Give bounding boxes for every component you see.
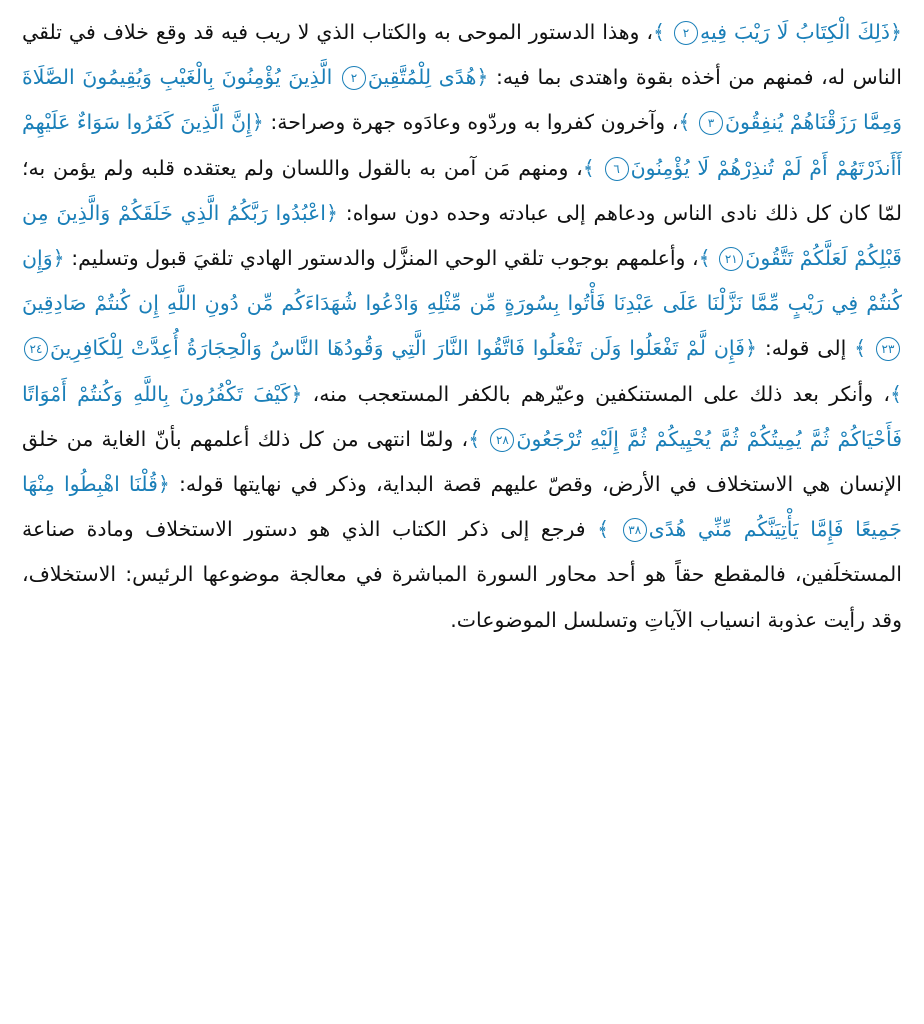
verse-number: ٦ bbox=[605, 157, 629, 181]
verse-number: ٢١ bbox=[719, 247, 743, 271]
verse-bracket: ﴿ bbox=[52, 246, 65, 271]
quran-verse: ذَلِكَ الْكِتَابُ لَا رَيْبَ فِيهِ bbox=[700, 20, 890, 44]
verse-bracket: ﴿ bbox=[476, 65, 489, 90]
verse-bracket: ﴿ bbox=[157, 472, 170, 497]
prose-text: ، ولمّا انتهى من كل ذلك أعلمهم بأنّ الغاية من خلق الإنسان هي الاستخلاف في الأرض، وقصّ عليهم قصة البداية، وذكر في نهايتها قوله: bbox=[22, 426, 902, 497]
verse-number: ٢٣ bbox=[876, 337, 900, 361]
quran-verse: إِنَّ الَّذِينَ كَفَرُوا سَوَاءٌ عَلَيْهِمْ أَأَنذَرْتَهُمْ أَمْ لَمْ تُنذِرْهُمْ لَا يُؤْمِنُونَ bbox=[22, 110, 902, 180]
verse-bracket: ﴾ bbox=[854, 336, 867, 361]
verse-number: ٢٨ bbox=[490, 428, 514, 452]
prose-text: ، وآخرون كفروا به وردّوه وعادَوه جهرة وصراحة: bbox=[263, 110, 679, 135]
quran-verse: هُدًى لِلْمُتَّقِينَ bbox=[367, 65, 477, 90]
verse-number: ٣٨ bbox=[623, 518, 647, 542]
verse-bracket: ﴿ bbox=[251, 110, 264, 135]
quran-verse: كَيْفَ تَكْفُرُونَ بِاللَّهِ وَكُنتُمْ أَمْوَاتًا فَأَحْيَاكُمْ ثُمَّ يُمِيتُكُمْ ثُمَّ يُحْيِيكُمْ ثُمَّ إِلَيْهِ تُرْجَعُونَ bbox=[22, 381, 902, 451]
verse-number: ٢ bbox=[674, 21, 698, 45]
body-paragraph bbox=[22, 10, 902, 643]
verse-bracket: ﴾ bbox=[889, 381, 902, 406]
prose-text: ، وأعلمهم بوجوب تلقي الوحي المنزَّل والدستور الهادي تلقيَ قبول وتسليم: bbox=[64, 246, 699, 271]
verse-bracket: ﴾ bbox=[653, 20, 666, 44]
prose-text: ، ومنهم مَن آمن به بالقول واللسان ولم يعتقده قلبه ولم يؤمن به؛ لمّا كان كل ذلك نادى الناس ودعاهم إلى عبادته وحده دون سواه: bbox=[22, 155, 902, 225]
verse-number: ٢٤ bbox=[24, 337, 48, 361]
verse-bracket: ﴾ bbox=[597, 517, 610, 542]
quran-verse: اعْبُدُوا رَبَّكُمُ الَّذِي خَلَقَكُمْ وَالَّذِينَ مِن قَبْلِكُمْ لَعَلَّكُمْ تَتَّقُونَ bbox=[22, 200, 902, 271]
verse-bracket: ﴿ bbox=[325, 200, 338, 225]
verse-bracket: ﴾ bbox=[698, 246, 711, 271]
prose-text: فرجع إلى ذكر الكتاب الذي هو دستور الاستخلاف ومادة صناعة المستخلَفين، فالمقطع حقاً هو أحد محاور السورة المباشرة في معالجة موضوعها الرئيس: الاستخلاف، وقد رأيت عذوبة انسياب الآياتِ وتسلسل الموضوعات. bbox=[22, 517, 902, 632]
prose-text: إلى قوله: bbox=[757, 336, 855, 361]
quran-verse: فَإِن لَّمْ تَفْعَلُوا وَلَن تَفْعَلُوا فَاتَّقُوا النَّارَ الَّتِي وَقُودُهَا النَّاسُ وَالْحِجَارَةُ أُعِدَّتْ لِلْكَافِرِينَ bbox=[50, 336, 745, 361]
verse-bracket: ﴿ bbox=[889, 20, 902, 44]
quran-verse: وَإِن كُنتُمْ فِي رَيْبٍ مِّمَّا نَزَّلْنَا عَلَى عَبْدِنَا فَأْتُوا بِسُورَةٍ مِّن مِّثْلِهِ وَادْعُوا شُهَدَاءَكُم مِّن دُونِ اللَّهِ إِن كُنتُمْ صَادِقِينَ bbox=[22, 246, 902, 316]
verse-number: ٢ bbox=[342, 66, 366, 90]
verse-bracket: ﴿ bbox=[290, 381, 303, 406]
quran-verse: الَّذِينَ يُؤْمِنُونَ بِالْغَيْبِ وَيُقِيمُونَ الصَّلَاةَ وَمِمَّا رَزَقْنَاهُمْ يُنفِقُونَ bbox=[22, 65, 902, 135]
verse-bracket: ﴾ bbox=[582, 155, 595, 180]
quran-verse: قُلْنَا اهْبِطُوا مِنْهَا جَمِيعًا فَإِمَّا يَأْتِيَنَّكُم مِّنِّي هُدًى bbox=[22, 472, 902, 542]
verse-number: ٣ bbox=[699, 111, 723, 135]
verse-bracket: ﴿ bbox=[744, 336, 757, 361]
verse-bracket: ﴾ bbox=[468, 426, 481, 451]
verse-bracket: ﴾ bbox=[678, 110, 691, 135]
prose-text: ، وأنكر بعد ذلك على المستنكفين وعيّرهم بالكفر المستعجب منه، bbox=[302, 381, 890, 406]
prose-text: ، وهذا الدستور الموحى به والكتاب الذي لا ريب فيه قد وقع خلاف في تلقي الناس له، فمنهم من أخذه بقوة واهتدى بما فيه: bbox=[22, 20, 902, 90]
